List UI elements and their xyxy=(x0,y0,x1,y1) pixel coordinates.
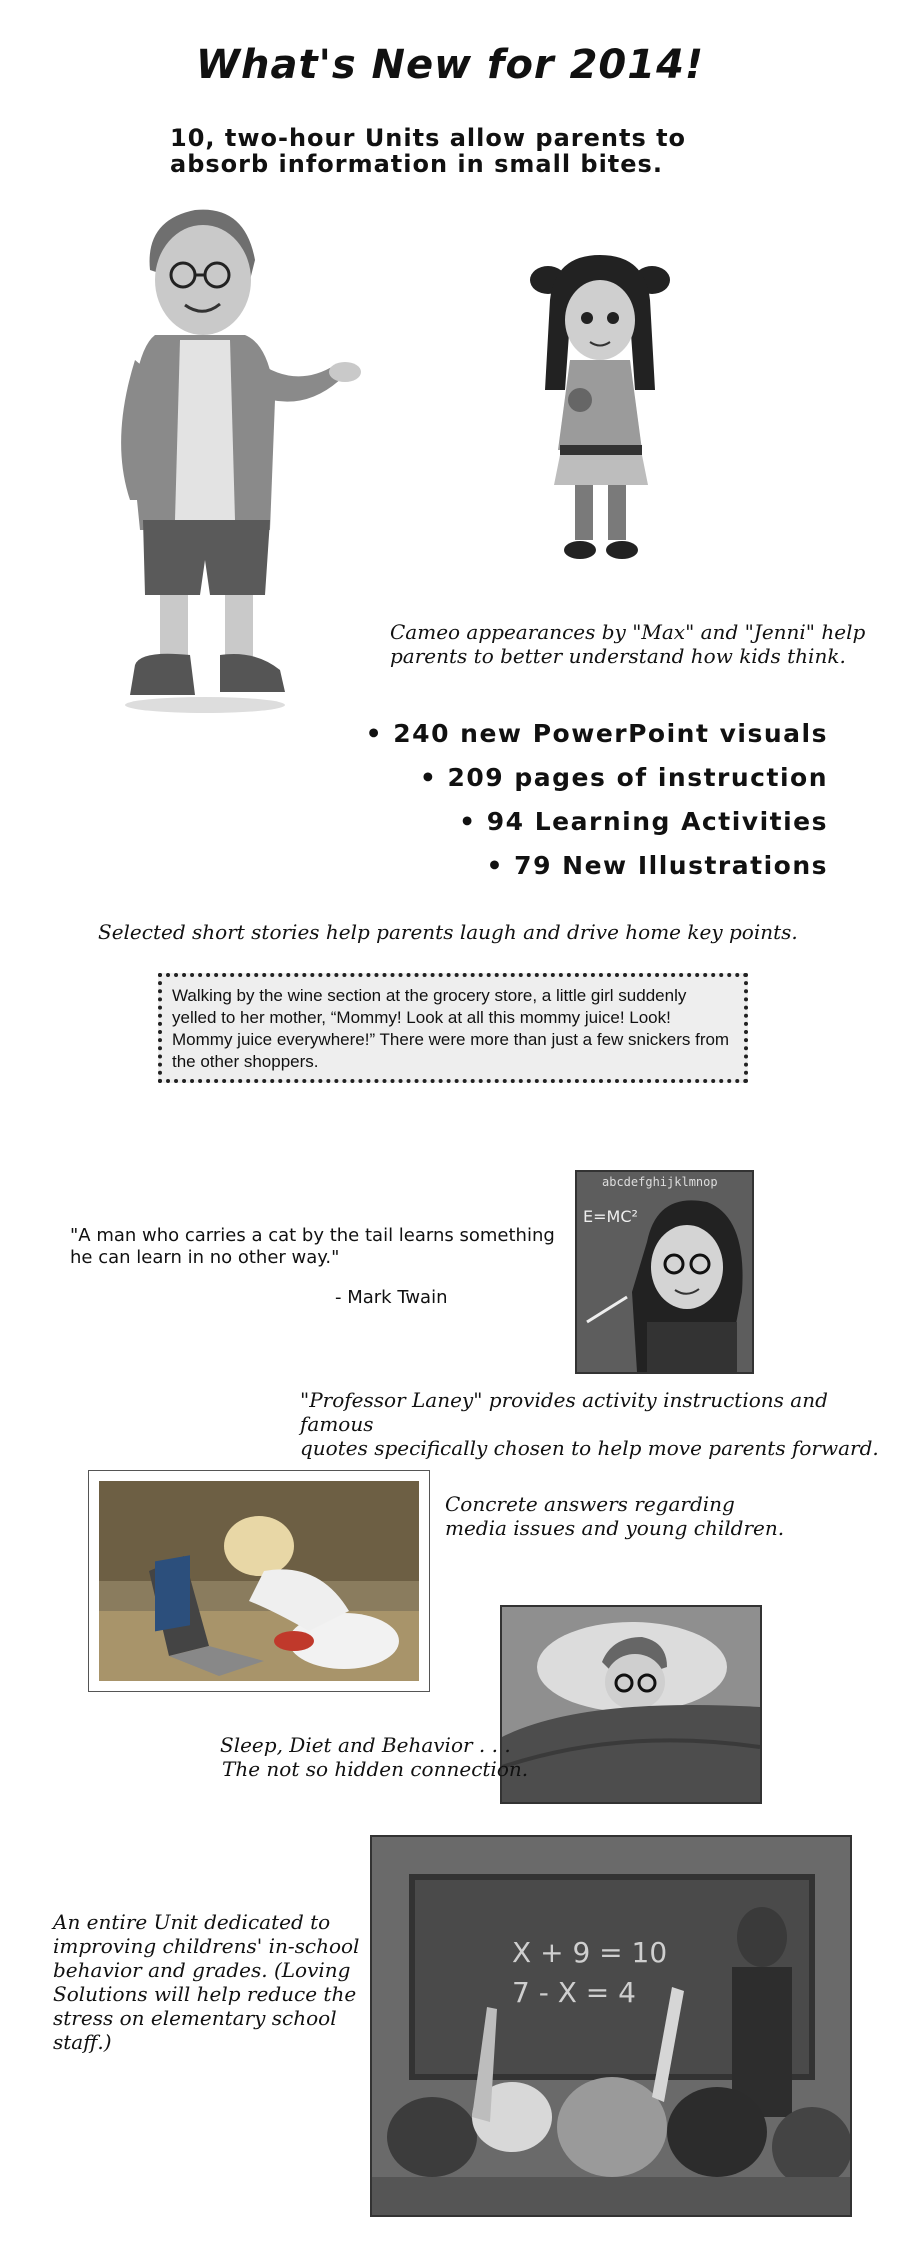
media-caption-line2: media issues and young children. xyxy=(445,1516,785,1540)
classroom-illustration xyxy=(370,1835,852,2217)
jenni-illustration xyxy=(530,250,670,570)
media-caption-line1: Concrete answers regarding xyxy=(445,1492,735,1516)
cameo-caption xyxy=(390,620,865,668)
sleeping-child-illustration xyxy=(500,1605,762,1804)
chalkboard-letters: abcdefghijklmnop xyxy=(602,1175,718,1189)
sleep-caption-line2: The not so hidden connection. xyxy=(222,1757,529,1781)
page-title: What's New for 2014! xyxy=(195,42,705,88)
professor-caption-line2: quotes specifically chosen to help move parents forward. xyxy=(300,1436,879,1460)
story-box: Walking by the wine section at the grocery store, a little girl suddenly yelled to her mother, “Mommy! Look at all this mommy juice! Look! Mommy juice everywhere!” There were more than just a few snickers from the other shoppers. xyxy=(158,973,748,1083)
classroom-equation-1: X + 9 = 10 xyxy=(512,1936,668,1969)
bullet-item: • 94 Learning Activities xyxy=(459,807,828,836)
professor-caption xyxy=(300,1388,900,1460)
classroom-equation-2: 7 - X = 4 xyxy=(512,1976,636,2009)
stories-caption: Selected short stories help parents laugh and drive home key points. xyxy=(98,920,798,944)
subtitle: 10, two-hour Units allow parents to absorb information in small bites. xyxy=(170,124,687,178)
cameo-caption-line1: Cameo appearances by "Max" and "Jenni" help xyxy=(390,620,866,644)
cameo-caption-line2: parents to better understand how kids think. xyxy=(390,644,846,668)
professor-caption-line1: "Professor Laney" provides activity instructions and famous xyxy=(300,1388,828,1436)
feature-bullets xyxy=(366,712,828,888)
quote-author: - Mark Twain xyxy=(335,1287,448,1308)
bullet-item: • 209 pages of instruction xyxy=(419,763,828,792)
bullet-item: • 79 New Illustrations xyxy=(486,851,828,880)
chalkboard-formula: E=MC² xyxy=(583,1207,638,1226)
sleep-caption xyxy=(220,1733,528,1781)
max-illustration xyxy=(105,200,365,720)
quote-text: "A man who carries a cat by the tail learns something he can learn in no other way." xyxy=(70,1225,555,1268)
sleep-caption-line1: Sleep, Diet and Behavior . . . xyxy=(220,1733,511,1757)
professor-laney-illustration xyxy=(575,1170,754,1374)
school-caption: An entire Unit dedicated to improving childrens' in-school behavior and grades. (Loving Solutions will help reduce the stress on elementary school staff.) xyxy=(53,1910,360,2054)
media-caption xyxy=(445,1492,784,1540)
toddler-laptop-photo xyxy=(88,1470,430,1692)
bullet-item: • 240 new PowerPoint visuals xyxy=(365,719,828,748)
